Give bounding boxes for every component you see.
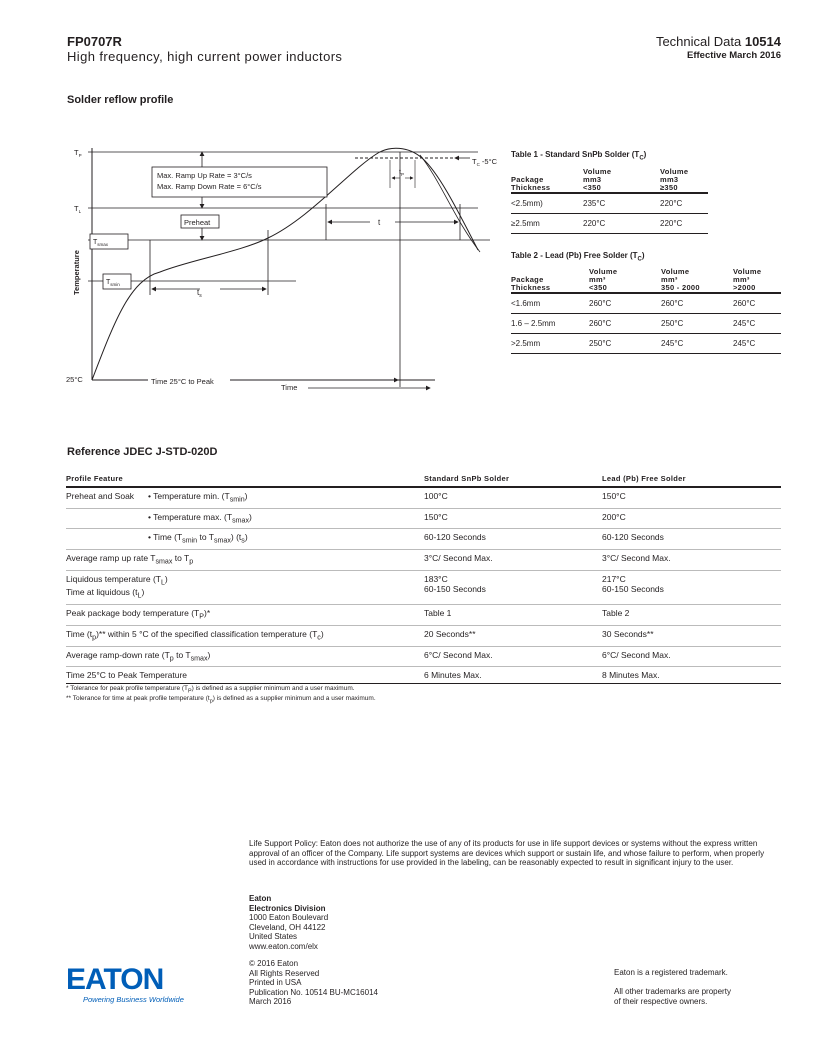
- feature-text: Average ramp up rate T: [66, 553, 156, 564]
- snpb-value: 183°C: [424, 573, 448, 584]
- table-cell: 250°C: [661, 314, 733, 334]
- publication-date: March 2016: [249, 997, 292, 1006]
- feature-cell: [66, 570, 424, 604]
- eaton-logo: [66, 963, 184, 1004]
- trademark-2: [614, 987, 731, 1006]
- address-line: Cleveland, OH 44122: [249, 922, 326, 932]
- jedec-header: Profile Feature: [66, 474, 424, 487]
- table1-title-text: Table 1 - Standard SnPb Solder (T: [511, 150, 640, 159]
- tl-axis-label: [74, 204, 82, 214]
- ts-label: [197, 288, 202, 299]
- feature-text: • Temperature max. (T: [148, 511, 233, 522]
- table-row: [66, 487, 781, 508]
- table-cell: <1.6mm: [511, 293, 589, 314]
- rights: All Rights Reserved: [249, 968, 320, 978]
- table-row: [66, 550, 781, 571]
- t25-label: 25°C: [66, 375, 83, 384]
- jedec-header: Standard SnPb Solder: [424, 474, 602, 487]
- table2-header: Volume mm³ 350 - 2000: [661, 267, 700, 292]
- feature-end: ) (t: [230, 532, 242, 543]
- feature-sub: smax: [232, 516, 249, 525]
- jedec-table: [66, 474, 781, 684]
- feature-sub: L: [160, 578, 165, 587]
- table1-header: Package Thickness: [511, 175, 551, 192]
- pbfree-cell: 3°C/ Second Max.: [602, 550, 781, 571]
- feature-text: Time (t: [66, 628, 93, 639]
- table-cell: ≥2.5mm: [511, 214, 583, 234]
- table-cell: 245°C: [661, 334, 733, 354]
- feature-end: )*: [203, 608, 211, 619]
- snpb-cell: 6°C/ Second Max.: [424, 646, 602, 667]
- temperature-label: Temperature: [72, 250, 81, 295]
- table2: [511, 268, 781, 354]
- table-cell: 220°C: [583, 214, 660, 234]
- table1-header-row: [511, 168, 708, 193]
- table-row: [511, 314, 781, 334]
- table-row: [511, 334, 781, 354]
- feature-cell: [66, 646, 424, 667]
- pbfree-value2: 60-150 Seconds: [602, 583, 664, 594]
- feature-end: )** within 5 °C of the specified classification temperature (T: [96, 628, 318, 639]
- footnote-2: [66, 695, 376, 704]
- footnote-2-sub: p: [209, 698, 213, 705]
- pbfree-value: 217°C: [602, 573, 626, 584]
- table-row: [511, 214, 708, 234]
- feature-cell: [66, 508, 424, 529]
- pbfree-cell: Table 2: [602, 605, 781, 626]
- tp-axis-label: [74, 148, 82, 158]
- table-cell: >2.5mm: [511, 334, 589, 354]
- table-cell: 245°C: [733, 314, 781, 334]
- jedec-title: Reference JDEC J-STD-020D: [67, 446, 218, 458]
- tsmax-sub: smax: [97, 242, 109, 247]
- pbfree-cell: 200°C: [602, 508, 781, 529]
- tc-label: [472, 157, 498, 167]
- feature-cell: [66, 550, 424, 571]
- feature-group: Preheat and Soak: [66, 491, 135, 501]
- table-cell: 260°C: [661, 293, 733, 314]
- feature-mid: to T: [173, 649, 191, 660]
- tp-sub: P: [78, 153, 82, 158]
- footnote-1-text: * Tolerance for peak profile temperature (T: [66, 685, 188, 692]
- pbfree-cell: [602, 570, 781, 604]
- eaton-wordmark: EATON: [66, 963, 164, 996]
- feature-text: Average ramp-down rate (T: [66, 649, 170, 660]
- company-name: Eaton: [249, 894, 272, 903]
- table-cell: 220°C: [660, 214, 708, 234]
- table1-header: Volume mm3 ≥350: [660, 167, 689, 192]
- trademark-2a: All other trademarks are property: [614, 987, 731, 996]
- tsmax-letter: T: [93, 239, 98, 246]
- feature-cell: [66, 529, 424, 550]
- reflow-profile-diagram: [60, 140, 500, 400]
- table1-header: Volume mm3 <350: [583, 167, 612, 192]
- jedec-header-row: [66, 474, 781, 487]
- tl-sub: L: [78, 209, 82, 214]
- feature-end2: ): [141, 587, 145, 598]
- feature-end: ): [164, 573, 168, 584]
- profile-title: Solder reflow profile: [67, 94, 174, 106]
- feature-text2: Time at liquidous (t: [66, 587, 138, 598]
- feature-text: Peak package body temperature (T: [66, 608, 200, 619]
- table-cell: <2.5mm): [511, 193, 583, 214]
- pbfree-cell: 30 Seconds**: [602, 625, 781, 646]
- table2-header: Package Thickness: [511, 275, 551, 292]
- part-number: FP0707R: [67, 34, 122, 49]
- feature-sub: smin: [182, 537, 198, 546]
- table2-title-sub: C: [637, 256, 642, 263]
- trademark-1: Eaton is a registered trademark.: [614, 968, 728, 977]
- life-support-policy: Life Support Policy: Eaton does not authorize the use of any of its products for use in life support devices or systems without the express written approval of an officer of the Company. Life support systems are devices which support or sustain life, and whose failure to perform, when properly used in accordance with instructions for use provided in the labeling, can be reasonably expected to result in significant injury to the user.: [249, 839, 765, 867]
- snpb-cell: 150°C: [424, 508, 602, 529]
- effective-date: Effective March 2016: [687, 50, 781, 61]
- trademark-2b: of their respective owners.: [614, 996, 708, 1006]
- feature-end: ): [207, 649, 211, 660]
- tc-sub: C: [476, 162, 480, 167]
- tsmin-letter: T: [106, 279, 111, 286]
- preheat-label: Preheat: [184, 218, 211, 227]
- feature-sub: p: [92, 633, 97, 642]
- feature-cell: Time 25°C to Peak Temperature: [66, 667, 424, 684]
- snpb-cell: Table 1: [424, 605, 602, 626]
- product-subtitle: High frequency, high current power inductors: [67, 49, 343, 64]
- feature-end2: ): [244, 532, 248, 543]
- ts-letter: t: [197, 288, 200, 297]
- doc-label: [656, 34, 781, 49]
- snpb-cell: 60-120 Seconds: [424, 529, 602, 550]
- feature-sub2: smax: [213, 537, 231, 546]
- footnote-1-end: ) is defined as a supplier minimum and a user maximum.: [191, 685, 355, 692]
- feature-sub2: L: [137, 592, 142, 601]
- feature-sub: smin: [229, 495, 245, 504]
- ramp-up-label: Max. Ramp Up Rate = 3°C/s: [157, 171, 252, 180]
- feature-mid: to T: [172, 553, 190, 564]
- table-row: [511, 293, 781, 314]
- table-cell: 235°C: [583, 193, 660, 214]
- feature-sub3: s: [241, 537, 245, 546]
- footnote-1-sub: P: [188, 688, 192, 695]
- feature-cell: [66, 625, 424, 646]
- pbfree-cell: 150°C: [602, 487, 781, 508]
- snpb-cell: 6 Minutes Max.: [424, 667, 602, 684]
- table-row: [66, 605, 781, 626]
- footnote-1: [66, 685, 355, 694]
- feature-end2: ): [320, 628, 324, 639]
- table-cell: 260°C: [589, 314, 661, 334]
- printed: Printed in USA: [249, 978, 302, 987]
- time-to-peak-label: Time 25°C to Peak: [151, 377, 214, 386]
- footnote-2-text: ** Tolerance for time at peak profile temperature (t: [66, 695, 210, 702]
- table-cell: 245°C: [733, 334, 781, 354]
- table1-title-sub: C: [639, 155, 644, 162]
- table-row: [66, 646, 781, 667]
- pbfree-cell: 60-120 Seconds: [602, 529, 781, 550]
- doc-number: 10514: [744, 34, 781, 49]
- company-address: [249, 894, 328, 951]
- division-name: Electronics Division: [249, 903, 326, 913]
- feature-mid: to T: [197, 532, 214, 543]
- table-cell: 260°C: [733, 293, 781, 314]
- feature-end: ): [244, 491, 248, 501]
- feature-text: Liquidous temperature (T: [66, 573, 161, 584]
- ramp-down-label: Max. Ramp Down Rate = 6°C/s: [157, 182, 262, 191]
- snpb-cell: [424, 570, 602, 604]
- pbfree-cell: 8 Minutes Max.: [602, 667, 781, 684]
- time-label: Time: [281, 383, 298, 392]
- table-row: [66, 570, 781, 604]
- table1-title-end: ): [643, 150, 647, 159]
- table2-header: Volume mm³ >2000: [733, 267, 762, 292]
- tc-suffix: -5°C: [479, 157, 498, 166]
- table2-header: Volume mm³ <350: [589, 267, 618, 292]
- table-cell: 1.6 – 2.5mm: [511, 314, 589, 334]
- table-cell: 260°C: [589, 293, 661, 314]
- tl-letter: T: [74, 204, 79, 213]
- table1: [511, 168, 708, 234]
- table-row: [511, 193, 708, 214]
- feature-cell: [66, 487, 424, 508]
- feature-end: ): [249, 511, 252, 522]
- feature-sub: smax: [155, 557, 173, 566]
- snpb-cell: 20 Seconds**: [424, 625, 602, 646]
- address-line: United States: [249, 932, 298, 941]
- eaton-tagline: Powering Business Worldwide: [83, 995, 184, 1004]
- footnote-2-end: ) is defined as a supplier minimum and a user maximum.: [212, 695, 376, 702]
- table2-title-text: Table 2 - Lead (Pb) Free Solder (T: [511, 251, 638, 260]
- tsmin-sub: smin: [110, 282, 120, 287]
- snpb-cell: 3°C/ Second Max.: [424, 550, 602, 571]
- feature-sub: P: [199, 612, 204, 621]
- table2-title-end: ): [641, 251, 645, 260]
- publication-number: Publication No. 10514 BU-MC16014: [249, 987, 378, 997]
- snpb-value2: 60-150 Seconds: [424, 583, 486, 594]
- table-row: [66, 625, 781, 646]
- feature-sub2: p: [189, 557, 194, 566]
- feature-sub2: smax: [190, 654, 208, 663]
- pbfree-cell: 6°C/ Second Max.: [602, 646, 781, 667]
- ts-sub: s: [199, 293, 202, 299]
- website: www.eaton.com/elx: [249, 941, 318, 951]
- publication-info: [249, 959, 378, 1007]
- table2-title: [511, 251, 645, 263]
- doc-label-text: Technical Data: [655, 34, 742, 49]
- feature-sub2: c: [317, 633, 321, 642]
- table-row: [66, 529, 781, 550]
- snpb-cell: 100°C: [424, 487, 602, 508]
- tp-time-sub: P: [400, 172, 404, 177]
- tc-letter: T: [472, 157, 477, 166]
- table-row: [66, 508, 781, 529]
- feature-text: • Time (T: [148, 532, 183, 543]
- table-cell: 220°C: [660, 193, 708, 214]
- table-cell: 250°C: [589, 334, 661, 354]
- jedec-header: Lead (Pb) Free Solder: [602, 474, 781, 487]
- copyright: © 2016 Eaton: [249, 959, 299, 968]
- table1-title: [511, 150, 646, 162]
- feature-text: • Temperature min. (T: [148, 491, 230, 501]
- feature-sub: p: [169, 654, 174, 663]
- table-row: [66, 667, 781, 684]
- table2-header-row: [511, 268, 781, 293]
- t-label: t: [378, 218, 381, 227]
- address-line: 1000 Eaton Boulevard: [249, 913, 329, 922]
- feature-cell: [66, 605, 424, 626]
- tp-letter: T: [74, 148, 79, 157]
